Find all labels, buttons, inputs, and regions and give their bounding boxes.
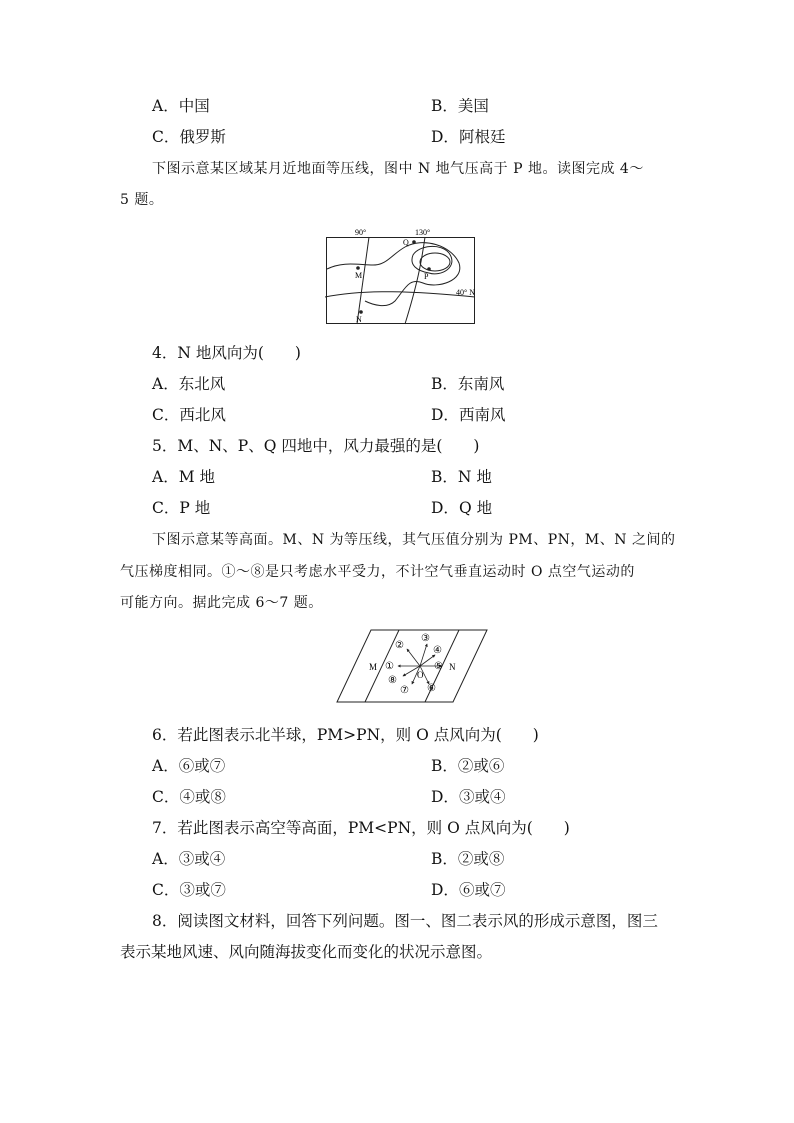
q6-option-a (152, 756, 225, 776)
q7-option-b (431, 849, 504, 869)
option-text: 西南风 (458, 406, 506, 424)
lat-label: 40° N (456, 288, 475, 297)
q4-option-d (431, 405, 505, 425)
option-text: Q 地 (458, 499, 493, 517)
arrow-4 (420, 655, 435, 666)
q3-option-d (431, 127, 505, 147)
point-n-label: N (356, 315, 362, 324)
arrow-3 (420, 644, 427, 666)
point-p-marker (427, 267, 431, 271)
option-text: P 地 (179, 499, 211, 517)
q4-option-a (152, 374, 225, 394)
option-letter: C． (152, 128, 180, 146)
q5-option-b (431, 467, 492, 487)
option-letter: C． (152, 499, 180, 517)
option-letter: A． (152, 757, 179, 775)
q3-option-b (431, 96, 489, 116)
q3-option-c (152, 127, 226, 147)
point-m-marker (356, 266, 360, 270)
q8-line1: 8．阅读图文材料，回答下列问题。图一、图二表示风的形成示意图，图三 (152, 912, 658, 930)
point-n-marker (359, 310, 363, 314)
arrow-5-label: ⑤ (434, 661, 443, 672)
q4-option-c (152, 405, 226, 425)
option-letter: D． (431, 788, 459, 806)
arrow-2-label: ② (395, 640, 404, 651)
option-text: M 地 (178, 468, 216, 486)
option-letter: B． (431, 468, 458, 486)
option-letter: D． (431, 881, 459, 899)
intro-6-7-line1: 下图示意某等高面。M、N 为等压线，其气压值分别为 PM、PN，M、N 之间的 (152, 532, 676, 548)
q5-option-c (152, 498, 210, 518)
option-letter: A． (152, 850, 179, 868)
q6-option-d (431, 787, 505, 807)
q7-option-c (152, 880, 226, 900)
option-text: ⑥或⑦ (458, 881, 506, 899)
option-text: ④或⑧ (179, 788, 226, 806)
q5-option-a (152, 467, 215, 487)
intro-6-7-line3: 可能方向。据此完成 6～7 题。 (120, 595, 323, 611)
arrow-6-label: ⑥ (427, 683, 436, 694)
q6-option-c (152, 787, 226, 807)
arrow-8-label: ⑧ (388, 675, 397, 686)
option-letter: D． (431, 406, 459, 424)
arrow-2 (407, 649, 420, 666)
option-text: ②或⑥ (457, 757, 505, 775)
q4-option-b (431, 374, 504, 394)
option-text: ③或④ (178, 850, 226, 868)
arrow-3-label: ③ (421, 633, 430, 644)
q6-stem: 6．若此图表示北半球，PM>PN，则 O 点风向为( ) (152, 726, 539, 744)
point-m-label: M (355, 271, 363, 280)
q8-line2: 表示某地风速、风向随海拔变化而变化的状况示意图。 (120, 943, 493, 961)
isobar-n-label: N (449, 662, 456, 672)
point-q-label: Q (403, 238, 409, 247)
pressure-gradient-diagram (335, 628, 491, 704)
option-text: ②或⑧ (457, 850, 505, 868)
option-text: 东北风 (178, 375, 226, 393)
option-text: 俄罗斯 (179, 128, 226, 146)
option-letter: C． (152, 406, 180, 424)
option-text: 阿根廷 (458, 128, 506, 146)
q7-option-a (152, 849, 225, 869)
intro-4-5-line2: 5 题。 (120, 192, 164, 208)
option-letter: A． (152, 97, 179, 115)
q4-stem: 4．N 地风向为( ) (152, 344, 301, 362)
option-letter: B． (431, 757, 458, 775)
option-letter: C． (152, 788, 180, 806)
option-text: N 地 (457, 468, 492, 486)
q6-option-b (431, 756, 504, 776)
arrow-7-label: ⑦ (400, 685, 409, 696)
point-o-label: O (417, 670, 424, 680)
option-text: 美国 (457, 97, 489, 115)
option-text: ③或⑦ (179, 881, 226, 899)
option-letter: D． (431, 128, 459, 146)
q5-stem: 5．M、N、P、Q 四地中，风力最强的是( ) (152, 437, 480, 455)
q7-stem: 7．若此图表示高空等高面，PM<PN，则 O 点风向为( ) (152, 819, 570, 837)
option-text: 中国 (178, 97, 210, 115)
q5-option-d (431, 498, 492, 518)
isobar-m-label: M (369, 662, 378, 672)
intro-6-7-line2: 气压梯度相同。①～⑧是只考虑水平受力，不计空气垂直运动时 O 点空气运动的 (120, 564, 635, 580)
point-p-label: P (424, 272, 429, 281)
option-text: ⑥或⑦ (178, 757, 226, 775)
option-text: ③或④ (458, 788, 506, 806)
isobar-map (325, 225, 477, 327)
option-text: 西北风 (179, 406, 226, 424)
q3-option-a (152, 96, 210, 116)
arrow-4-label: ④ (433, 645, 442, 656)
option-letter: B． (431, 97, 458, 115)
option-letter: B． (431, 850, 458, 868)
option-text: 东南风 (457, 375, 505, 393)
option-letter: B． (431, 375, 458, 393)
lon-label-130: 130° (415, 228, 431, 237)
option-letter: A． (152, 468, 179, 486)
option-letter: C． (152, 881, 180, 899)
arrow-1-label: ① (385, 661, 394, 672)
intro-4-5-line1: 下图示意某区域某月近地面等压线，图中 N 地气压高于 P 地。读图完成 4～ (152, 161, 644, 177)
option-letter: A． (152, 375, 179, 393)
option-letter: D． (431, 499, 459, 517)
lon-label-90: 90° (355, 228, 367, 237)
q7-option-d (431, 880, 505, 900)
point-q-marker (412, 240, 416, 244)
